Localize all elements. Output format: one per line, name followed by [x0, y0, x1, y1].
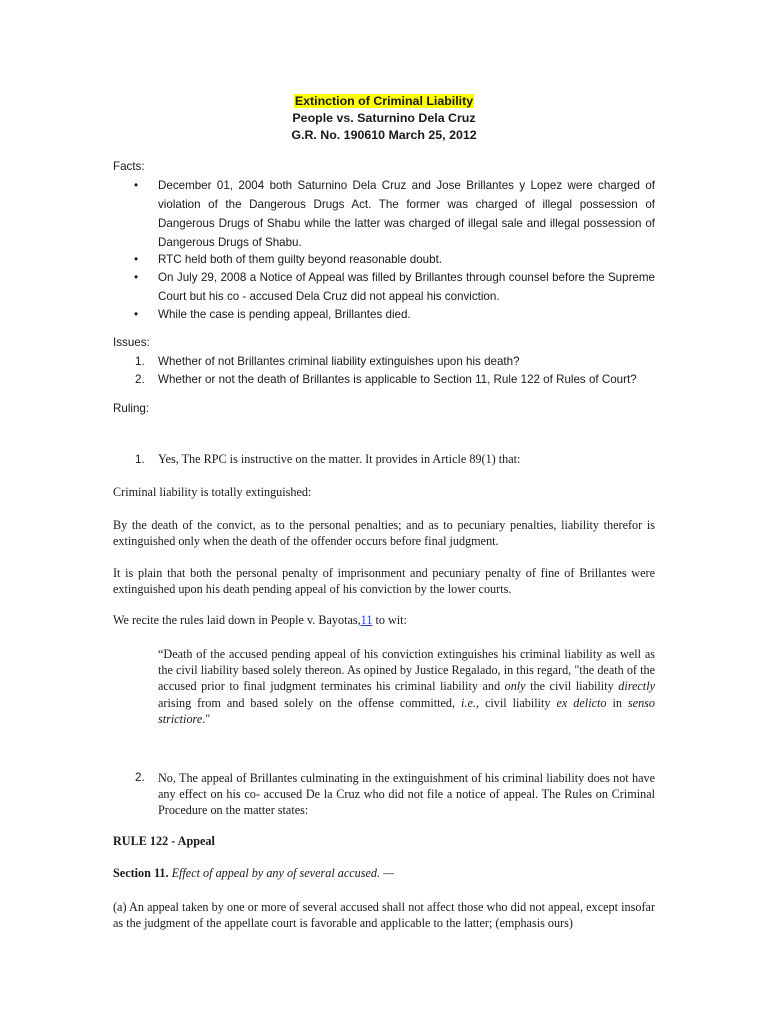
facts-item-text: December 01, 2004 both Saturnino Dela Cruz and Jose Brillantes y Lopez were charged of violation of the Dangerous Drugs Act. The former was charged of illegal possession of Dangerous Drugs of Shabu while the latter was charged of illegal sale and illegal possession of Dangerous Drugs of Shabu. [158, 179, 655, 249]
document-title: Extinction of Criminal Liability [294, 94, 474, 108]
bullet-icon: • [134, 253, 139, 266]
facts-list-item [113, 305, 655, 324]
facts-item-text: On July 29, 2008 a Notice of Appeal was filled by Brillantes through counsel before the Supreme Court but his co - accused Dela Cruz did not appeal his conviction. [158, 271, 655, 303]
facts-list-item [113, 176, 655, 252]
ruling-item-text: No, The appeal of Brillantes culminating in the extinguishment of his criminal liability does not have any effect on his co- accused De la Cruz who did not file a notice of appeal. The Rules on Criminal Procedure on the matter states: [158, 771, 655, 817]
facts-item-text: RTC held both of them guilty beyond reasonable doubt. [158, 253, 443, 266]
section-paragraph: (a) An appeal taken by one or more of several accused shall not affect those who did not appeal, except insofar as the judgment of the appellate court is favorable and applicable to the latter; (emphasis ours) [113, 900, 655, 930]
quote-text: arising from and based solely on the offense committed, [158, 695, 462, 710]
issue-number: 2. [135, 373, 145, 386]
ruling-paragraph-citation [113, 613, 655, 628]
issue-text: Whether of not Brillantes criminal liability extinguishes upon his death? [158, 355, 520, 368]
facts-list-item [113, 268, 655, 306]
quote-text: , civil liability [475, 695, 557, 710]
rule-heading: RULE 122 - Appeal [113, 834, 215, 848]
quote-text: “Death of the accused pending appeal of his conviction extinguishes his criminal liability as well as the civil liability based solely thereon. As opined by Justice Regalado, in this regard, "the death of the accused prior to final judgment terminates his criminal liability and [158, 647, 655, 694]
bullet-icon: • [134, 179, 139, 192]
citation-tail: to wit: [372, 613, 407, 627]
ruling-number: 2. [135, 771, 145, 784]
ruling-number: 1. [135, 453, 145, 466]
quote-text: ." [202, 711, 211, 726]
section-label: Section 11. [113, 866, 169, 880]
ruling-item-text: Yes, The RPC is instructive on the matter. It provides in Article 89(1) that: [158, 452, 521, 466]
issue-text: Whether or not the death of Brillantes is applicable to Section 11, Rule 122 of Rules of Court? [158, 373, 637, 386]
facts-list-item [113, 250, 655, 269]
case-name: People vs. Saturnino Dela Cruz [292, 111, 476, 125]
ruling-list-item [113, 770, 655, 818]
facts-item-text: While the case is pending appeal, Brillantes died. [158, 308, 411, 321]
ruling-heading: Ruling: [113, 402, 150, 415]
facts-heading: Facts: [113, 160, 145, 173]
citation-text: We recite the rules laid down in People v. Bayotas, [113, 613, 361, 627]
quote-text: the civil liability [525, 679, 619, 694]
quote-emphasis: senso strictiore [158, 695, 656, 726]
footnote-link[interactable]: 11 [360, 613, 373, 627]
document-title-line [113, 94, 655, 108]
quote-emphasis: i.e. [461, 695, 476, 710]
quote-emphasis: directly [618, 679, 655, 694]
bullet-icon: • [134, 271, 139, 284]
ruling-list-item [113, 450, 655, 469]
issues-list-item [113, 352, 655, 371]
case-number: G.R. No. 190610 March 25, 2012 [291, 128, 477, 142]
issues-list-item [113, 370, 655, 389]
quote-text: in [606, 695, 628, 710]
bullet-icon: • [134, 308, 139, 321]
block-quote [158, 646, 655, 727]
issues-heading: Issues: [113, 336, 150, 349]
quote-emphasis: only [504, 679, 526, 694]
quote-emphasis: ex delicto [556, 695, 607, 710]
ruling-paragraph: Criminal liability is totally extinguished: [113, 485, 312, 499]
ruling-paragraph: By the death of the convict, as to the personal penalties; and as to pecuniary penalties, liability therefor is extinguished only when the death of the offender occurs before final judgment. [113, 518, 655, 548]
section-heading [113, 866, 655, 881]
issue-number: 1. [135, 355, 145, 368]
section-title: Effect of appeal by any of several accused. — [171, 866, 394, 880]
ruling-paragraph: It is plain that both the personal penalty of imprisonment and pecuniary penalty of fine of Brillantes were extinguished upon his death pending appeal of his conviction by the lower courts. [113, 566, 655, 596]
